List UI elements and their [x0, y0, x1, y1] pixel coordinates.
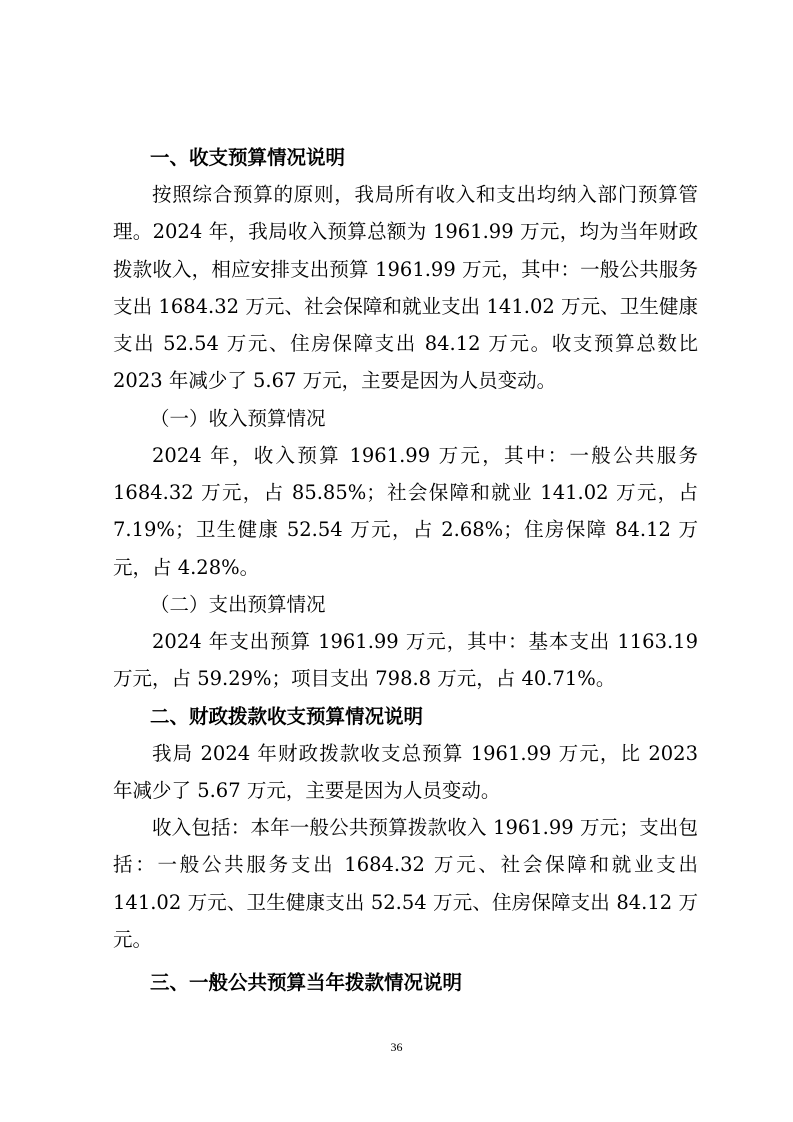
section-1-paragraph: 按照综合预算的原则，我局所有收入和支出均纳入部门预算管理。2024 年，我局收入预算总额为 1961.99 万元，均为当年财政拨款收入，相应安排支出预算 1961.99 万元，其中：一般公共服务支出 1684.32 万元、社会保障和就业支出 141.02 万元、卫生健康支出 52.54 万元、住房保障支出 84.12 万元。收支预算总数比 2023 年减少了 5.67 万元，主要是因为人员变动。 — [113, 183, 698, 393]
section-1-sub2-paragraph: 2024 年支出预算 1961.99 万元，其中：基本支出 1163.19 万元，占 59.29%；项目支出 798.8 万元，占 40.71%。 — [113, 629, 698, 691]
section-1-title: 一、收支预算情况说明 — [150, 146, 346, 169]
section-1-sub1-paragraph: 2024 年，收入预算 1961.99 万元，其中：一般公共服务 1684.32 万元，占 85.85%；社会保障和就业 141.02 万元，占 7.19%；卫生健康 52.54 万元，占 2.68%；住房保障 84.12 万元，占 4.28%。 — [113, 443, 698, 579]
section-1-sub2-title: （二）支出预算情况 — [150, 592, 326, 616]
section-2-paragraph-2: 收入包括：本年一般公共预算拨款收入 1961.99 万元；支出包括：一般公共服务支出 1684.32 万元、社会保障和就业支出 141.02 万元、卫生健康支出 52.54 万元、住房保障支出 84.12 万元。 — [113, 816, 698, 952]
section-3-title: 三、一般公共预算当年拨款情况说明 — [150, 971, 463, 995]
page-number: 36 — [390, 1040, 403, 1054]
document-body — [113, 139, 698, 1001]
section-2-paragraph-1: 我局 2024 年财政拨款收支总预算 1961.99 万元，比 2023 年减少了 5.67 万元，主要是因为人员变动。 — [113, 741, 698, 802]
section-2-title: 二、财政拨款收支预算情况说明 — [150, 704, 424, 728]
section-1-sub1-title: （一）收入预算情况 — [150, 406, 326, 430]
